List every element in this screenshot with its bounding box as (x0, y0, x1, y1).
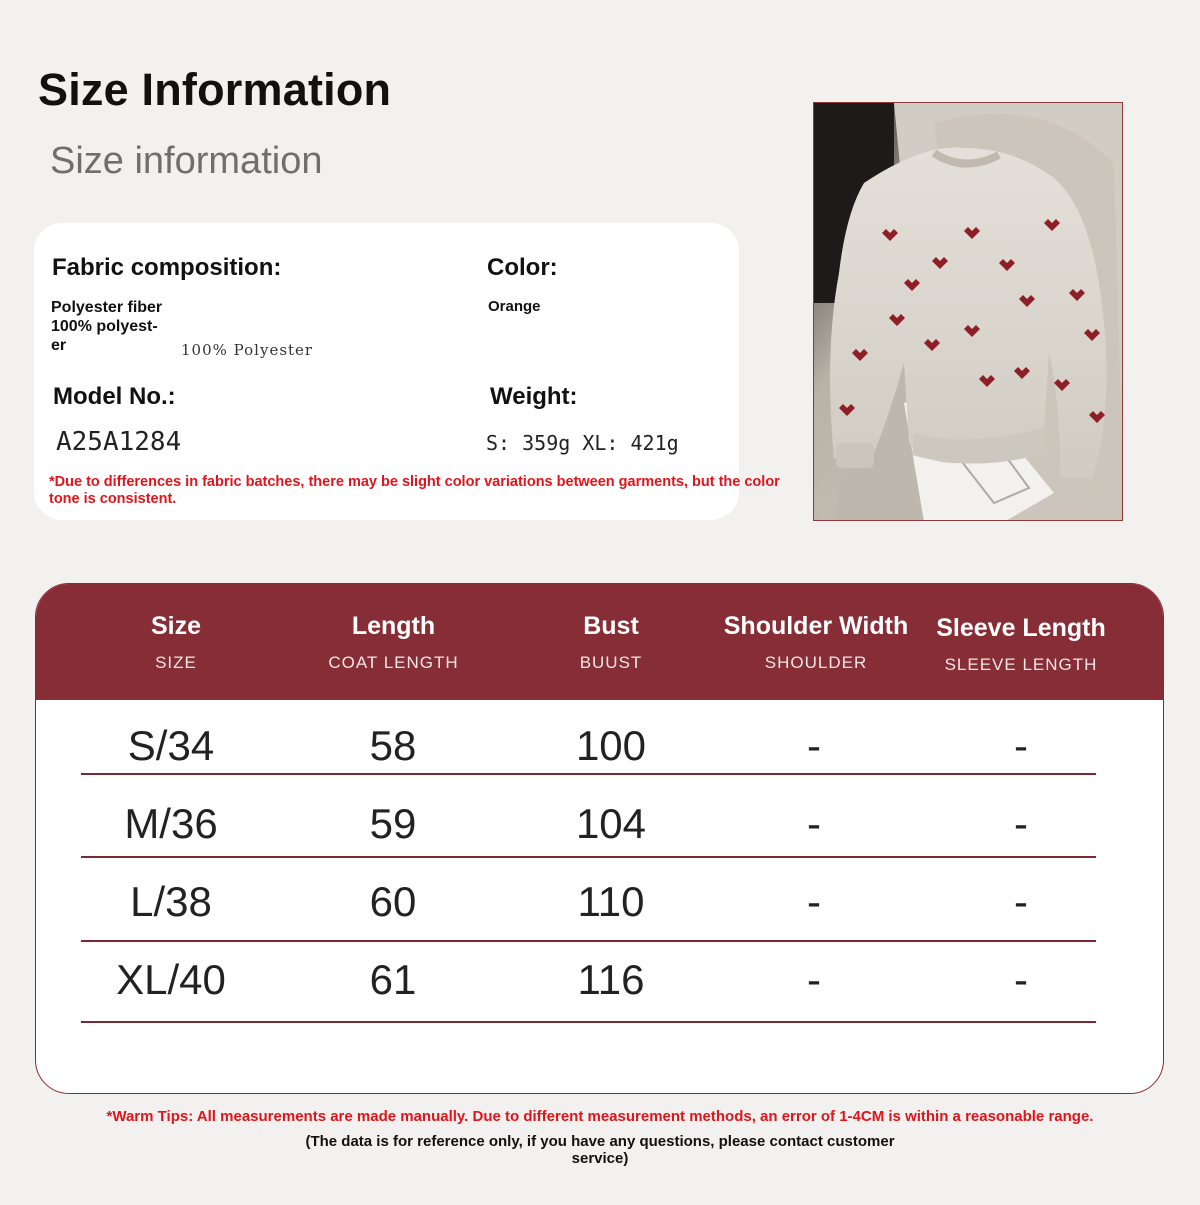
column-header-bust (526, 612, 696, 673)
table-header (36, 584, 1163, 700)
shoulder-cell: - (807, 878, 821, 925)
length-cell: 60 (369, 878, 417, 925)
length-cell: 61 (369, 956, 417, 1003)
weight-value: S: 359g XL: 421g (486, 431, 679, 455)
column-header-label: Bust (583, 612, 639, 640)
column-header-shoulder (716, 612, 916, 673)
row-divider (81, 940, 1096, 942)
size-cell: M/36 (124, 800, 218, 847)
sleeve-cell: - (1014, 878, 1028, 925)
column-header-sublabel: SLEEVE LENGTH (944, 655, 1098, 674)
table-row (36, 878, 1163, 956)
table-row (36, 800, 1163, 878)
size-cell: L/38 (130, 878, 212, 925)
model-value: A25A1284 (56, 427, 182, 457)
bust-cell: 100 (575, 722, 647, 769)
column-header-sleeve (921, 614, 1121, 675)
color-value: Orange (488, 298, 541, 315)
shoulder-cell: - (807, 722, 821, 769)
model-label: Model No.: (53, 383, 176, 410)
fabric-note: 100% Polyester (181, 341, 314, 359)
shoulder-cell: - (807, 800, 821, 847)
row-divider (81, 1021, 1096, 1023)
bust-cell: 104 (575, 800, 647, 847)
column-header-label: Length (351, 612, 436, 640)
fabric-value-line1: Polyester fiber (51, 299, 163, 316)
bust-cell: 116 (577, 956, 645, 1003)
size-cell: XL/40 (116, 956, 226, 1003)
length-cell: 58 (369, 722, 417, 769)
column-header-length (306, 612, 481, 673)
product-photo (813, 102, 1123, 521)
sweater-image (814, 103, 1123, 521)
bust-cell: 110 (577, 878, 645, 925)
page-subtitle: Size information (50, 140, 323, 182)
color-label: Color: (487, 254, 558, 281)
column-header-label: Shoulder Width (723, 612, 909, 640)
row-divider (81, 773, 1096, 775)
weight-label: Weight: (490, 383, 578, 410)
column-header-label: Size (150, 612, 202, 640)
row-divider (81, 856, 1096, 858)
sleeve-cell: - (1014, 722, 1028, 769)
column-header-size (91, 612, 261, 673)
fabric-value-line2: 100% polyest- (51, 318, 158, 335)
column-header-sublabel: COAT LENGTH (328, 653, 459, 672)
column-header-sublabel: SHOULDER (764, 653, 868, 672)
size-cell: S/34 (127, 722, 215, 769)
size-table (35, 583, 1164, 1094)
sleeve-cell: - (1014, 956, 1028, 1003)
page-title: Size Information (38, 64, 392, 115)
length-cell: 59 (369, 800, 417, 847)
column-header-sublabel: BUUST (579, 653, 643, 672)
column-header-label: Sleeve Length (936, 614, 1106, 642)
reference-disclaimer: (The data is for reference only, if you have any questions, please contact customer service) (305, 1133, 895, 1167)
sleeve-cell: - (1014, 800, 1028, 847)
fabric-value-line3: er (51, 337, 67, 354)
table-row (36, 722, 1163, 800)
warm-tip: *Warm Tips: All measurements are made manually. Due to different measurement methods, an error of 1-4CM is within a reasonable range. (106, 1108, 1094, 1125)
color-variation-note: *Due to differences in fabric batches, there may be slight color variations between garments, but the color tone is consistent. (49, 474, 780, 507)
column-header-sublabel: SIZE (155, 653, 197, 672)
shoulder-cell: - (807, 956, 821, 1003)
fabric-label: Fabric composition: (52, 254, 282, 281)
